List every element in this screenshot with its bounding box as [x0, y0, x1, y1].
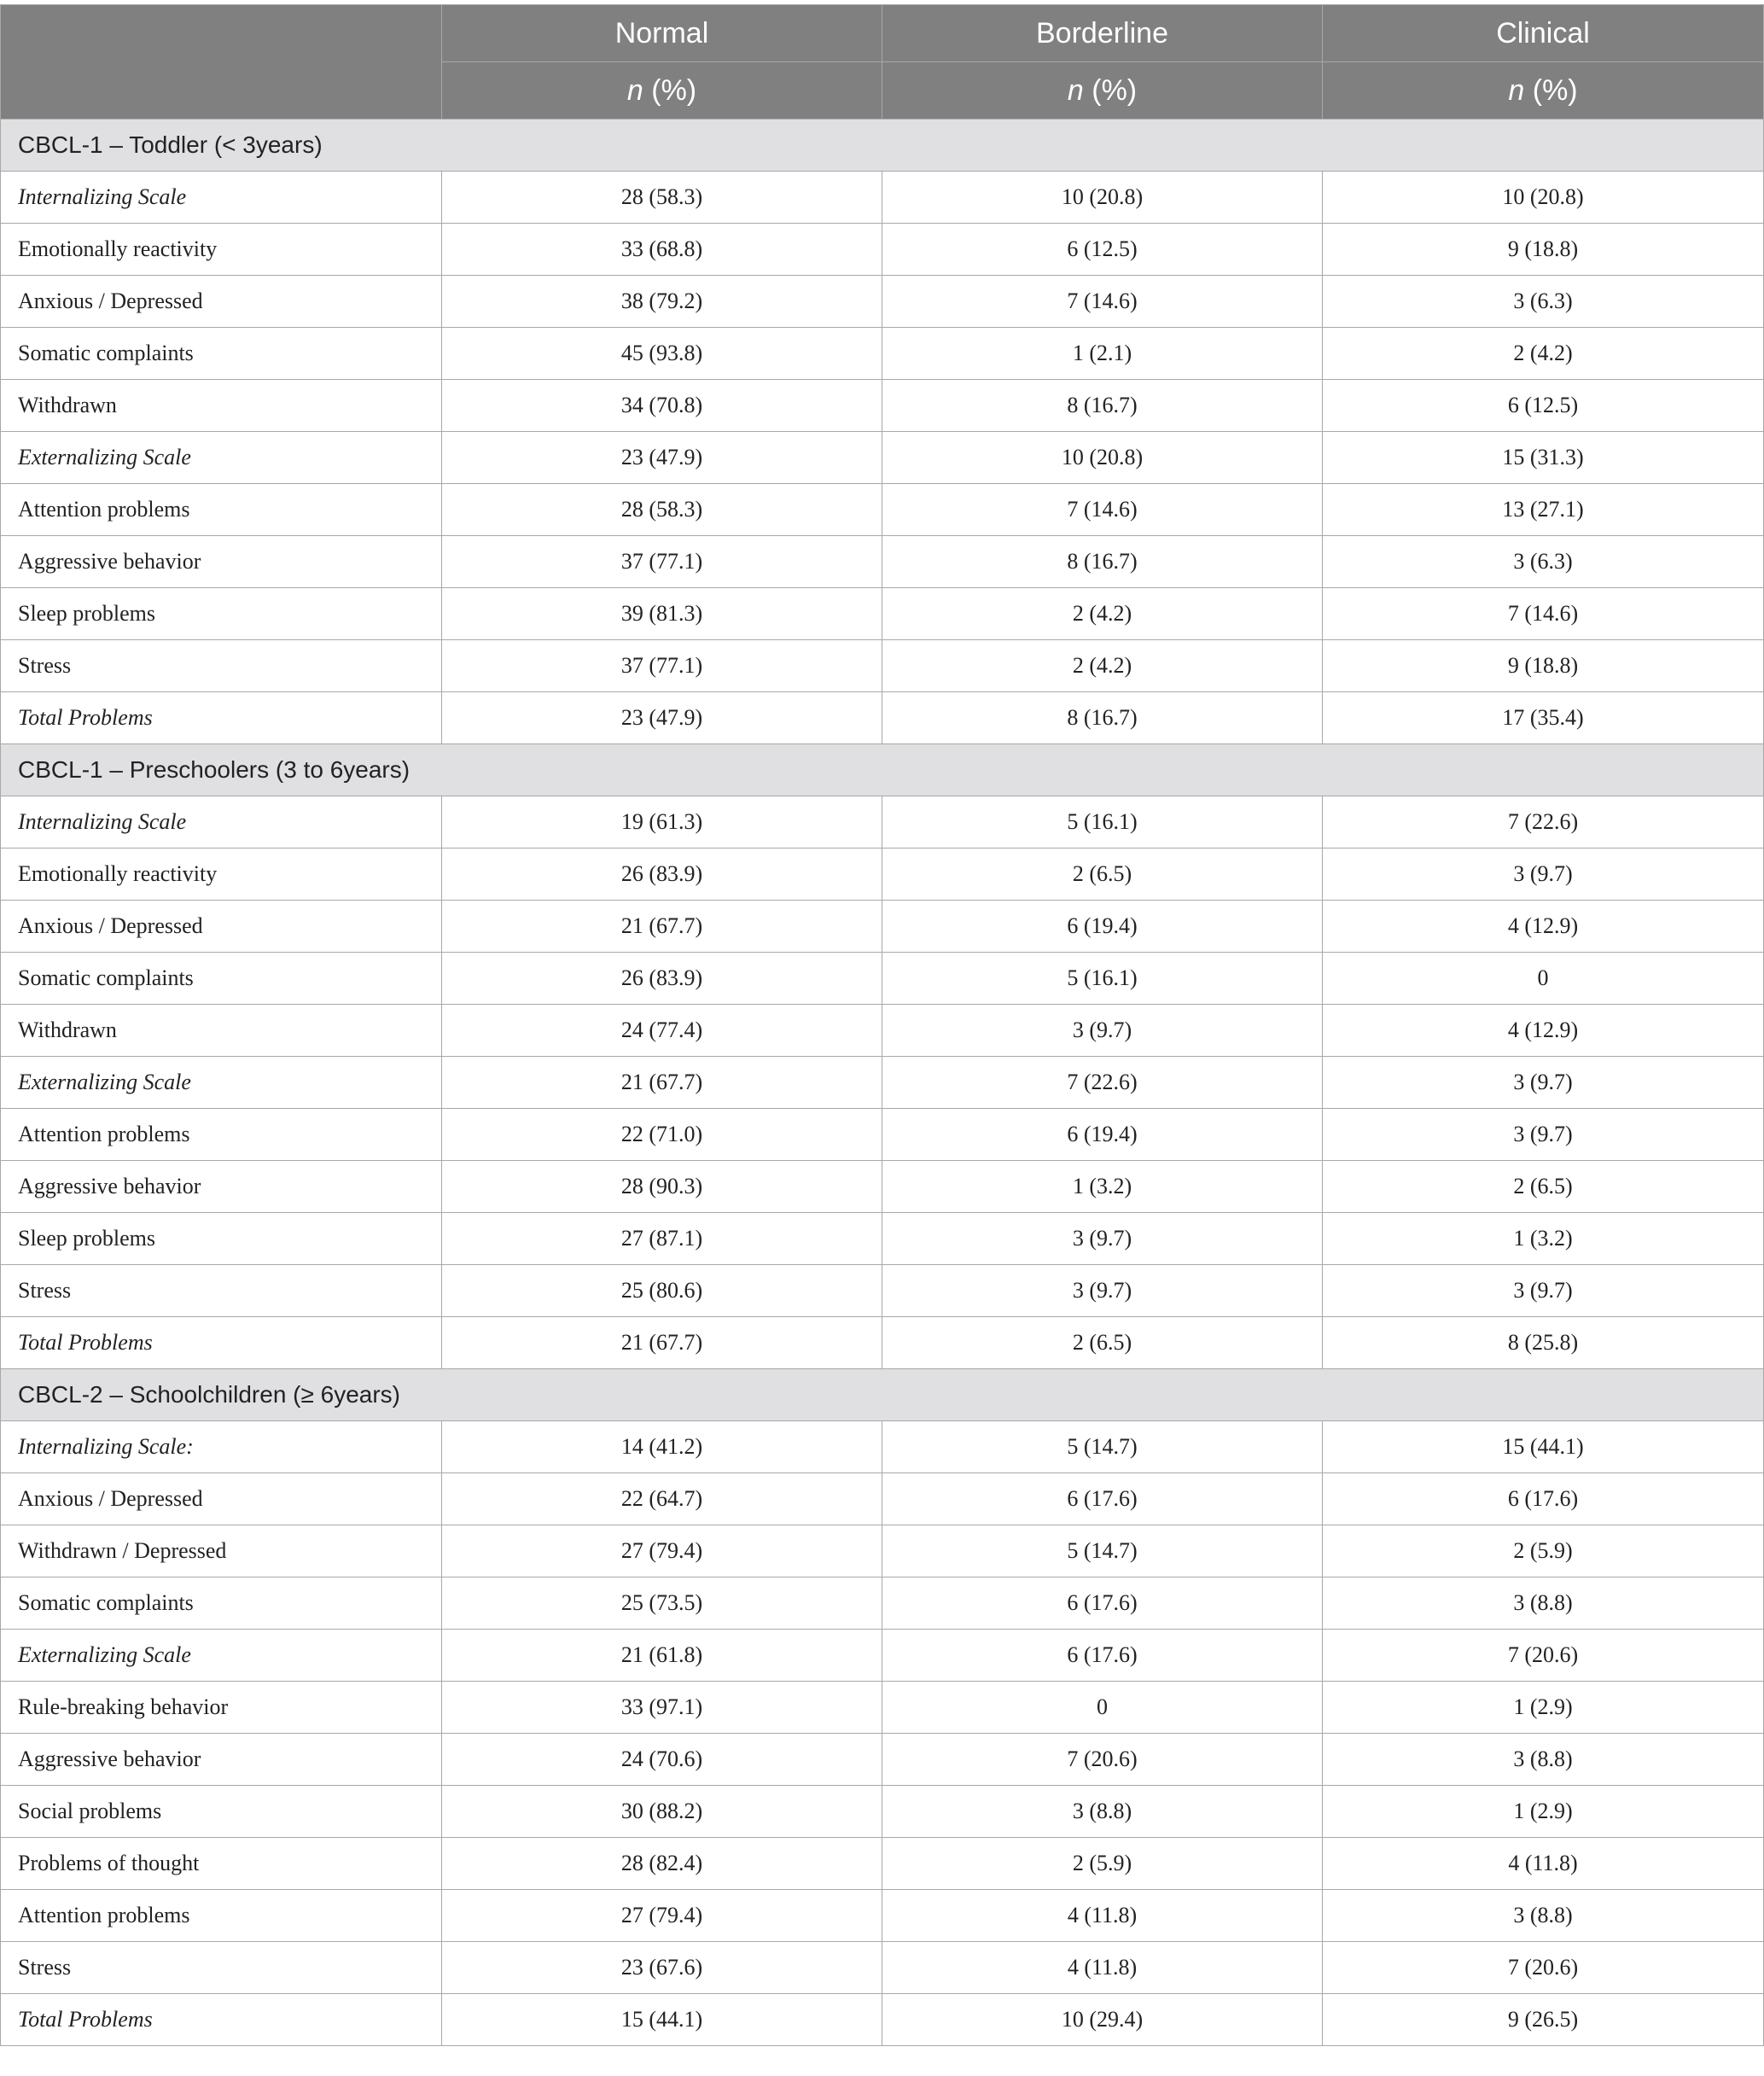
table-row — [1, 1994, 1764, 2046]
row-label: Internalizing Scale: — [1, 1421, 442, 1473]
cell-normal: 39 (81.3) — [442, 588, 882, 640]
table-row — [1, 953, 1764, 1005]
cell-borderline: 3 (9.7) — [882, 1005, 1323, 1057]
section-row — [1, 120, 1764, 172]
cell-normal: 14 (41.2) — [442, 1421, 882, 1473]
column-header-clinical: Clinical — [1323, 5, 1764, 62]
table-row — [1, 1317, 1764, 1369]
cell-normal: 37 (77.1) — [442, 536, 882, 588]
cell-borderline: 3 (9.7) — [882, 1213, 1323, 1265]
row-label: Emotionally reactivity — [1, 848, 442, 901]
cell-clinical: 6 (17.6) — [1323, 1473, 1764, 1525]
section-row — [1, 1369, 1764, 1421]
cell-borderline: 2 (6.5) — [882, 848, 1323, 901]
row-label: Total Problems — [1, 692, 442, 744]
cell-borderline: 0 — [882, 1682, 1323, 1734]
cell-clinical: 0 — [1323, 953, 1764, 1005]
cell-normal: 38 (79.2) — [442, 276, 882, 328]
cell-normal: 37 (77.1) — [442, 640, 882, 692]
cell-clinical: 3 (6.3) — [1323, 276, 1764, 328]
cell-clinical: 4 (12.9) — [1323, 901, 1764, 953]
results-table — [0, 4, 1764, 2046]
cell-borderline: 7 (20.6) — [882, 1734, 1323, 1786]
row-label: Rule-breaking behavior — [1, 1682, 442, 1734]
header-empty-cell — [1, 5, 442, 120]
cell-borderline: 3 (9.7) — [882, 1265, 1323, 1317]
cell-normal: 23 (67.6) — [442, 1942, 882, 1994]
cell-clinical: 1 (2.9) — [1323, 1786, 1764, 1838]
cell-clinical: 9 (18.8) — [1323, 224, 1764, 276]
table-row — [1, 796, 1764, 848]
table-row — [1, 588, 1764, 640]
cell-normal: 28 (82.4) — [442, 1838, 882, 1890]
row-label: Stress — [1, 1265, 442, 1317]
row-label: Withdrawn / Depressed — [1, 1525, 442, 1577]
cell-borderline: 8 (16.7) — [882, 692, 1323, 744]
row-label: Somatic complaints — [1, 953, 442, 1005]
cell-borderline: 8 (16.7) — [882, 536, 1323, 588]
table-row — [1, 380, 1764, 432]
cell-normal: 26 (83.9) — [442, 953, 882, 1005]
subheader-percent: (%) — [643, 73, 697, 107]
row-label: Internalizing Scale — [1, 172, 442, 224]
row-label: Anxious / Depressed — [1, 1473, 442, 1525]
cell-clinical: 3 (9.7) — [1323, 848, 1764, 901]
cell-borderline: 2 (4.2) — [882, 640, 1323, 692]
cell-normal: 21 (67.7) — [442, 1057, 882, 1109]
subheader-n: n — [1067, 73, 1084, 107]
cell-clinical: 1 (2.9) — [1323, 1682, 1764, 1734]
cell-normal: 24 (77.4) — [442, 1005, 882, 1057]
cell-normal: 21 (67.7) — [442, 901, 882, 953]
cell-normal: 28 (58.3) — [442, 172, 882, 224]
cell-clinical: 6 (12.5) — [1323, 380, 1764, 432]
cell-normal: 27 (79.4) — [442, 1890, 882, 1942]
cell-normal: 25 (80.6) — [442, 1265, 882, 1317]
cell-clinical: 10 (20.8) — [1323, 172, 1764, 224]
cell-normal: 33 (97.1) — [442, 1682, 882, 1734]
cell-borderline: 2 (5.9) — [882, 1838, 1323, 1890]
column-header-normal: Normal — [442, 5, 882, 62]
row-label: Somatic complaints — [1, 328, 442, 380]
table-row — [1, 1577, 1764, 1630]
row-label: Social problems — [1, 1786, 442, 1838]
row-label: Emotionally reactivity — [1, 224, 442, 276]
cell-normal: 21 (67.7) — [442, 1317, 882, 1369]
cell-borderline: 6 (17.6) — [882, 1630, 1323, 1682]
table-row — [1, 1838, 1764, 1890]
row-label: Total Problems — [1, 1317, 442, 1369]
table-row — [1, 1109, 1764, 1161]
table-row — [1, 1005, 1764, 1057]
cell-clinical: 4 (11.8) — [1323, 1838, 1764, 1890]
cell-clinical: 8 (25.8) — [1323, 1317, 1764, 1369]
column-header-borderline: Borderline — [882, 5, 1323, 62]
cell-borderline: 2 (6.5) — [882, 1317, 1323, 1369]
cell-clinical: 2 (5.9) — [1323, 1525, 1764, 1577]
cell-normal: 22 (71.0) — [442, 1109, 882, 1161]
row-label: Externalizing Scale — [1, 1057, 442, 1109]
section-title: CBCL-2 – Schoolchildren (≥ 6years) — [1, 1369, 1764, 1421]
cell-borderline: 5 (16.1) — [882, 796, 1323, 848]
subheader-percent: (%) — [1083, 73, 1138, 107]
table-row — [1, 1734, 1764, 1786]
cell-borderline: 1 (3.2) — [882, 1161, 1323, 1213]
table-row — [1, 692, 1764, 744]
row-label: Anxious / Depressed — [1, 276, 442, 328]
cell-normal: 22 (64.7) — [442, 1473, 882, 1525]
cell-clinical: 7 (22.6) — [1323, 796, 1764, 848]
cell-normal: 27 (87.1) — [442, 1213, 882, 1265]
table-row — [1, 536, 1764, 588]
cell-normal: 23 (47.9) — [442, 692, 882, 744]
row-label: Aggressive behavior — [1, 1734, 442, 1786]
cell-clinical: 2 (4.2) — [1323, 328, 1764, 380]
cell-clinical: 9 (18.8) — [1323, 640, 1764, 692]
row-label: Externalizing Scale — [1, 432, 442, 484]
cell-normal: 33 (68.8) — [442, 224, 882, 276]
table-row — [1, 1421, 1764, 1473]
row-label: Internalizing Scale — [1, 796, 442, 848]
row-label: Anxious / Depressed — [1, 901, 442, 953]
cell-borderline: 5 (16.1) — [882, 953, 1323, 1005]
table-row — [1, 1057, 1764, 1109]
header-row — [1, 5, 1764, 62]
row-label: Attention problems — [1, 484, 442, 536]
row-label: Sleep problems — [1, 588, 442, 640]
subheader-percent: (%) — [1524, 73, 1578, 107]
column-subheader — [1323, 62, 1764, 120]
cell-clinical: 3 (8.8) — [1323, 1734, 1764, 1786]
row-label: Aggressive behavior — [1, 536, 442, 588]
table-row — [1, 484, 1764, 536]
row-label: Withdrawn — [1, 380, 442, 432]
row-label: Attention problems — [1, 1890, 442, 1942]
table-row — [1, 328, 1764, 380]
column-subheader — [442, 62, 882, 120]
table-body — [1, 120, 1764, 2046]
cell-borderline: 7 (14.6) — [882, 276, 1323, 328]
cell-borderline: 7 (22.6) — [882, 1057, 1323, 1109]
row-label: Externalizing Scale — [1, 1630, 442, 1682]
cell-borderline: 10 (20.8) — [882, 172, 1323, 224]
row-label: Aggressive behavior — [1, 1161, 442, 1213]
cell-borderline: 5 (14.7) — [882, 1421, 1323, 1473]
row-label: Problems of thought — [1, 1838, 442, 1890]
cell-borderline: 5 (14.7) — [882, 1525, 1323, 1577]
cell-borderline: 7 (14.6) — [882, 484, 1323, 536]
table-row — [1, 901, 1764, 953]
cell-normal: 15 (44.1) — [442, 1994, 882, 2046]
row-label: Total Problems — [1, 1994, 442, 2046]
cell-clinical: 7 (20.6) — [1323, 1630, 1764, 1682]
cell-borderline: 8 (16.7) — [882, 380, 1323, 432]
table-row — [1, 1213, 1764, 1265]
cell-clinical: 15 (44.1) — [1323, 1421, 1764, 1473]
table-header — [1, 5, 1764, 120]
table-row — [1, 1630, 1764, 1682]
cell-normal: 34 (70.8) — [442, 380, 882, 432]
cell-borderline: 3 (8.8) — [882, 1786, 1323, 1838]
cell-normal: 28 (90.3) — [442, 1161, 882, 1213]
table-row — [1, 640, 1764, 692]
cell-clinical: 3 (8.8) — [1323, 1890, 1764, 1942]
cell-borderline: 6 (17.6) — [882, 1577, 1323, 1630]
table-row — [1, 1942, 1764, 1994]
table-row — [1, 1786, 1764, 1838]
subheader-n: n — [626, 73, 643, 107]
cell-clinical: 3 (9.7) — [1323, 1265, 1764, 1317]
cell-borderline: 10 (29.4) — [882, 1994, 1323, 2046]
table-row — [1, 276, 1764, 328]
cell-borderline: 10 (20.8) — [882, 432, 1323, 484]
cell-borderline: 6 (19.4) — [882, 1109, 1323, 1161]
cell-normal: 28 (58.3) — [442, 484, 882, 536]
cell-borderline: 1 (2.1) — [882, 328, 1323, 380]
cell-borderline: 6 (17.6) — [882, 1473, 1323, 1525]
cell-normal: 24 (70.6) — [442, 1734, 882, 1786]
cell-clinical: 3 (9.7) — [1323, 1109, 1764, 1161]
cell-borderline: 4 (11.8) — [882, 1890, 1323, 1942]
cell-borderline: 6 (12.5) — [882, 224, 1323, 276]
table-row — [1, 1525, 1764, 1577]
cell-clinical: 1 (3.2) — [1323, 1213, 1764, 1265]
cell-clinical: 7 (20.6) — [1323, 1942, 1764, 1994]
table-row — [1, 1265, 1764, 1317]
cell-clinical: 4 (12.9) — [1323, 1005, 1764, 1057]
cell-clinical: 13 (27.1) — [1323, 484, 1764, 536]
table-row — [1, 1473, 1764, 1525]
table-row — [1, 1161, 1764, 1213]
cell-clinical: 17 (35.4) — [1323, 692, 1764, 744]
cell-normal: 27 (79.4) — [442, 1525, 882, 1577]
cell-normal: 23 (47.9) — [442, 432, 882, 484]
cell-borderline: 4 (11.8) — [882, 1942, 1323, 1994]
table-row — [1, 224, 1764, 276]
section-row — [1, 744, 1764, 796]
table-row — [1, 432, 1764, 484]
column-subheader — [882, 62, 1323, 120]
cell-normal: 30 (88.2) — [442, 1786, 882, 1838]
cell-clinical: 15 (31.3) — [1323, 432, 1764, 484]
section-title: CBCL-1 – Toddler (< 3years) — [1, 120, 1764, 172]
cell-clinical: 3 (6.3) — [1323, 536, 1764, 588]
row-label: Withdrawn — [1, 1005, 442, 1057]
table-row — [1, 1682, 1764, 1734]
row-label: Stress — [1, 640, 442, 692]
cell-clinical: 2 (6.5) — [1323, 1161, 1764, 1213]
row-label: Attention problems — [1, 1109, 442, 1161]
cell-clinical: 9 (26.5) — [1323, 1994, 1764, 2046]
table-row — [1, 848, 1764, 901]
cell-clinical: 7 (14.6) — [1323, 588, 1764, 640]
section-title: CBCL-1 – Preschoolers (3 to 6years) — [1, 744, 1764, 796]
cell-borderline: 6 (19.4) — [882, 901, 1323, 953]
table-row — [1, 172, 1764, 224]
cell-normal: 45 (93.8) — [442, 328, 882, 380]
cell-normal: 19 (61.3) — [442, 796, 882, 848]
row-label: Somatic complaints — [1, 1577, 442, 1630]
subheader-n: n — [1508, 73, 1525, 107]
table-row — [1, 1890, 1764, 1942]
row-label: Stress — [1, 1942, 442, 1994]
row-label: Sleep problems — [1, 1213, 442, 1265]
cell-normal: 26 (83.9) — [442, 848, 882, 901]
cell-clinical: 3 (9.7) — [1323, 1057, 1764, 1109]
cell-clinical: 3 (8.8) — [1323, 1577, 1764, 1630]
cell-normal: 21 (61.8) — [442, 1630, 882, 1682]
cell-borderline: 2 (4.2) — [882, 588, 1323, 640]
cell-normal: 25 (73.5) — [442, 1577, 882, 1630]
